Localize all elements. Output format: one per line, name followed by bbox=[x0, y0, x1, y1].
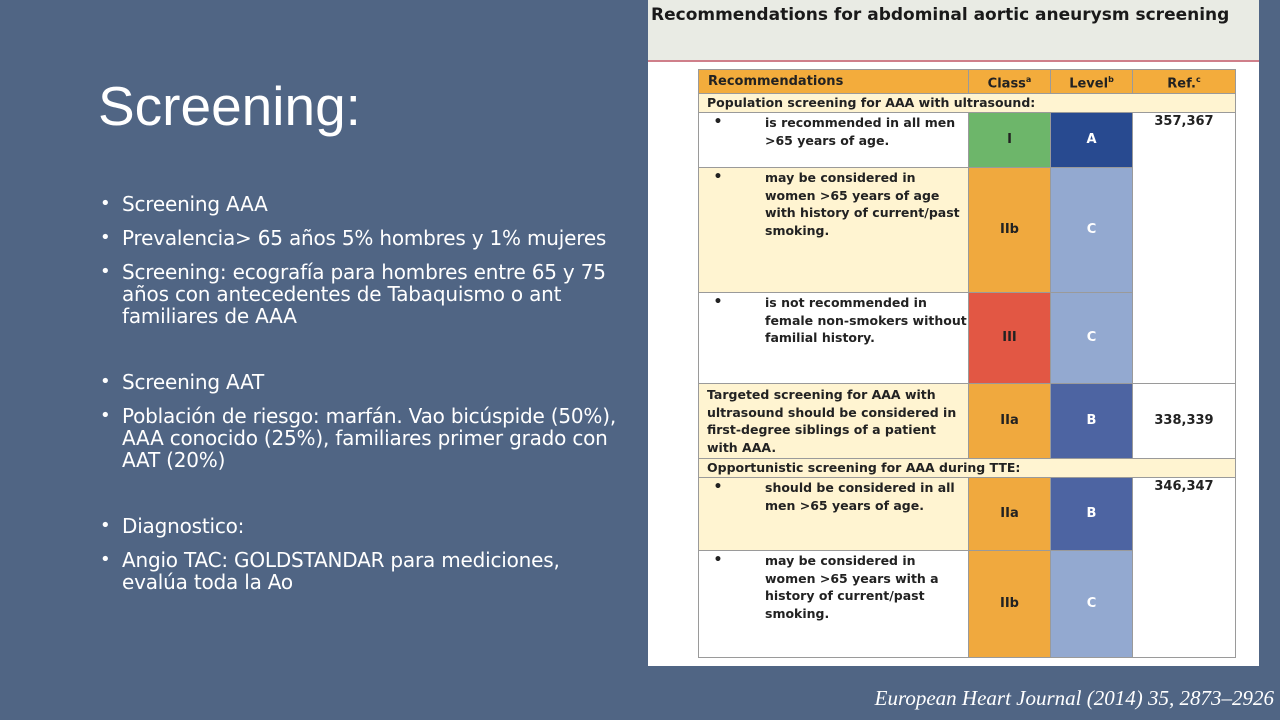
class-cell: I bbox=[969, 113, 1051, 168]
class-cell: III bbox=[969, 293, 1051, 384]
ref-cell: 357,367 bbox=[1133, 113, 1236, 384]
level-cell: B bbox=[1051, 478, 1133, 551]
recommendation-text: Targeted screening for AAA with ultrasound should be considered in first-degree siblings of a patient with AAA. bbox=[699, 384, 969, 459]
bullet-item: • Prevalencia> 65 años 5% hombres y 1% mujeres bbox=[100, 227, 625, 249]
bullet-glyph: • bbox=[713, 552, 723, 568]
bullet-item: • Diagnostico: bbox=[100, 515, 625, 537]
figure-title: Recommendations for abdominal aortic aneurysm screening bbox=[651, 5, 1230, 25]
ref-cell: 346,347 bbox=[1133, 478, 1236, 658]
table-row bbox=[699, 478, 1236, 551]
level-cell: C bbox=[1051, 168, 1133, 293]
class-cell: IIa bbox=[969, 384, 1051, 459]
recommendation-text: is not recommended in female non-smokers without familial history. bbox=[765, 295, 967, 345]
recommendations-figure bbox=[648, 0, 1259, 666]
recommendation-text: may be considered in women >65 years of age with history of current/past smoking. bbox=[765, 170, 960, 238]
table-row bbox=[699, 113, 1236, 168]
recommendation-text: should be considered in all men >65 years of age. bbox=[765, 480, 955, 513]
ref-cell: 338,339 bbox=[1133, 384, 1236, 459]
section-row-opportunistic bbox=[699, 459, 1236, 478]
class-cell: IIb bbox=[969, 168, 1051, 293]
bullet-glyph: • bbox=[713, 114, 723, 130]
section-label: Population screening for AAA with ultrasound: bbox=[699, 94, 1236, 113]
recommendation-text: is recommended in all men >65 years of age. bbox=[765, 115, 956, 148]
class-cell: IIb bbox=[969, 551, 1051, 658]
figure-header bbox=[648, 0, 1259, 62]
level-cell: C bbox=[1051, 293, 1133, 384]
bullet-glyph: • bbox=[713, 479, 723, 495]
table-row bbox=[699, 384, 1236, 459]
recommendations-table bbox=[698, 69, 1236, 658]
recommendation-text: may be considered in women >65 years with a history of current/past smoking. bbox=[765, 553, 939, 621]
level-cell: B bbox=[1051, 384, 1133, 459]
level-cell: C bbox=[1051, 551, 1133, 658]
citation-caption: European Heart Journal (2014) 35, 2873–2926 bbox=[874, 686, 1274, 710]
slide-title: Screening: bbox=[98, 75, 361, 137]
bullet-item: • Screening AAA bbox=[100, 193, 625, 215]
header-class: Class$^a$ bbox=[969, 70, 1051, 94]
section-label: Opportunistic screening for AAA during TTE: bbox=[699, 459, 1236, 478]
class-cell: IIa bbox=[969, 478, 1051, 551]
bullet-glyph: • bbox=[713, 169, 723, 185]
header-level: Level$^b$ bbox=[1051, 70, 1133, 94]
bullet-item: • Screening AAT bbox=[100, 371, 625, 393]
bullet-item: • Screening: ecografía para hombres entre 65 y 75 años con antecedentes de Tabaquismo o ant familiares de AAA bbox=[100, 261, 625, 327]
bullet-list bbox=[100, 193, 625, 605]
header-ref: Ref.$^c$ bbox=[1133, 70, 1236, 94]
header-recommendations: Recommendations bbox=[699, 70, 969, 94]
bullet-item: • Angio TAC: GOLDSTANDAR para mediciones, evalúa toda la Ao bbox=[100, 549, 625, 593]
table-header-row bbox=[699, 70, 1236, 94]
level-cell: A bbox=[1051, 113, 1133, 168]
bullet-item: • Población de riesgo: marfán. Vao bicúspide (50%), AAA conocido (25%), familiares primer grado con AAT (20%) bbox=[100, 405, 625, 471]
bullet-glyph: • bbox=[713, 294, 723, 310]
section-row-population bbox=[699, 94, 1236, 113]
